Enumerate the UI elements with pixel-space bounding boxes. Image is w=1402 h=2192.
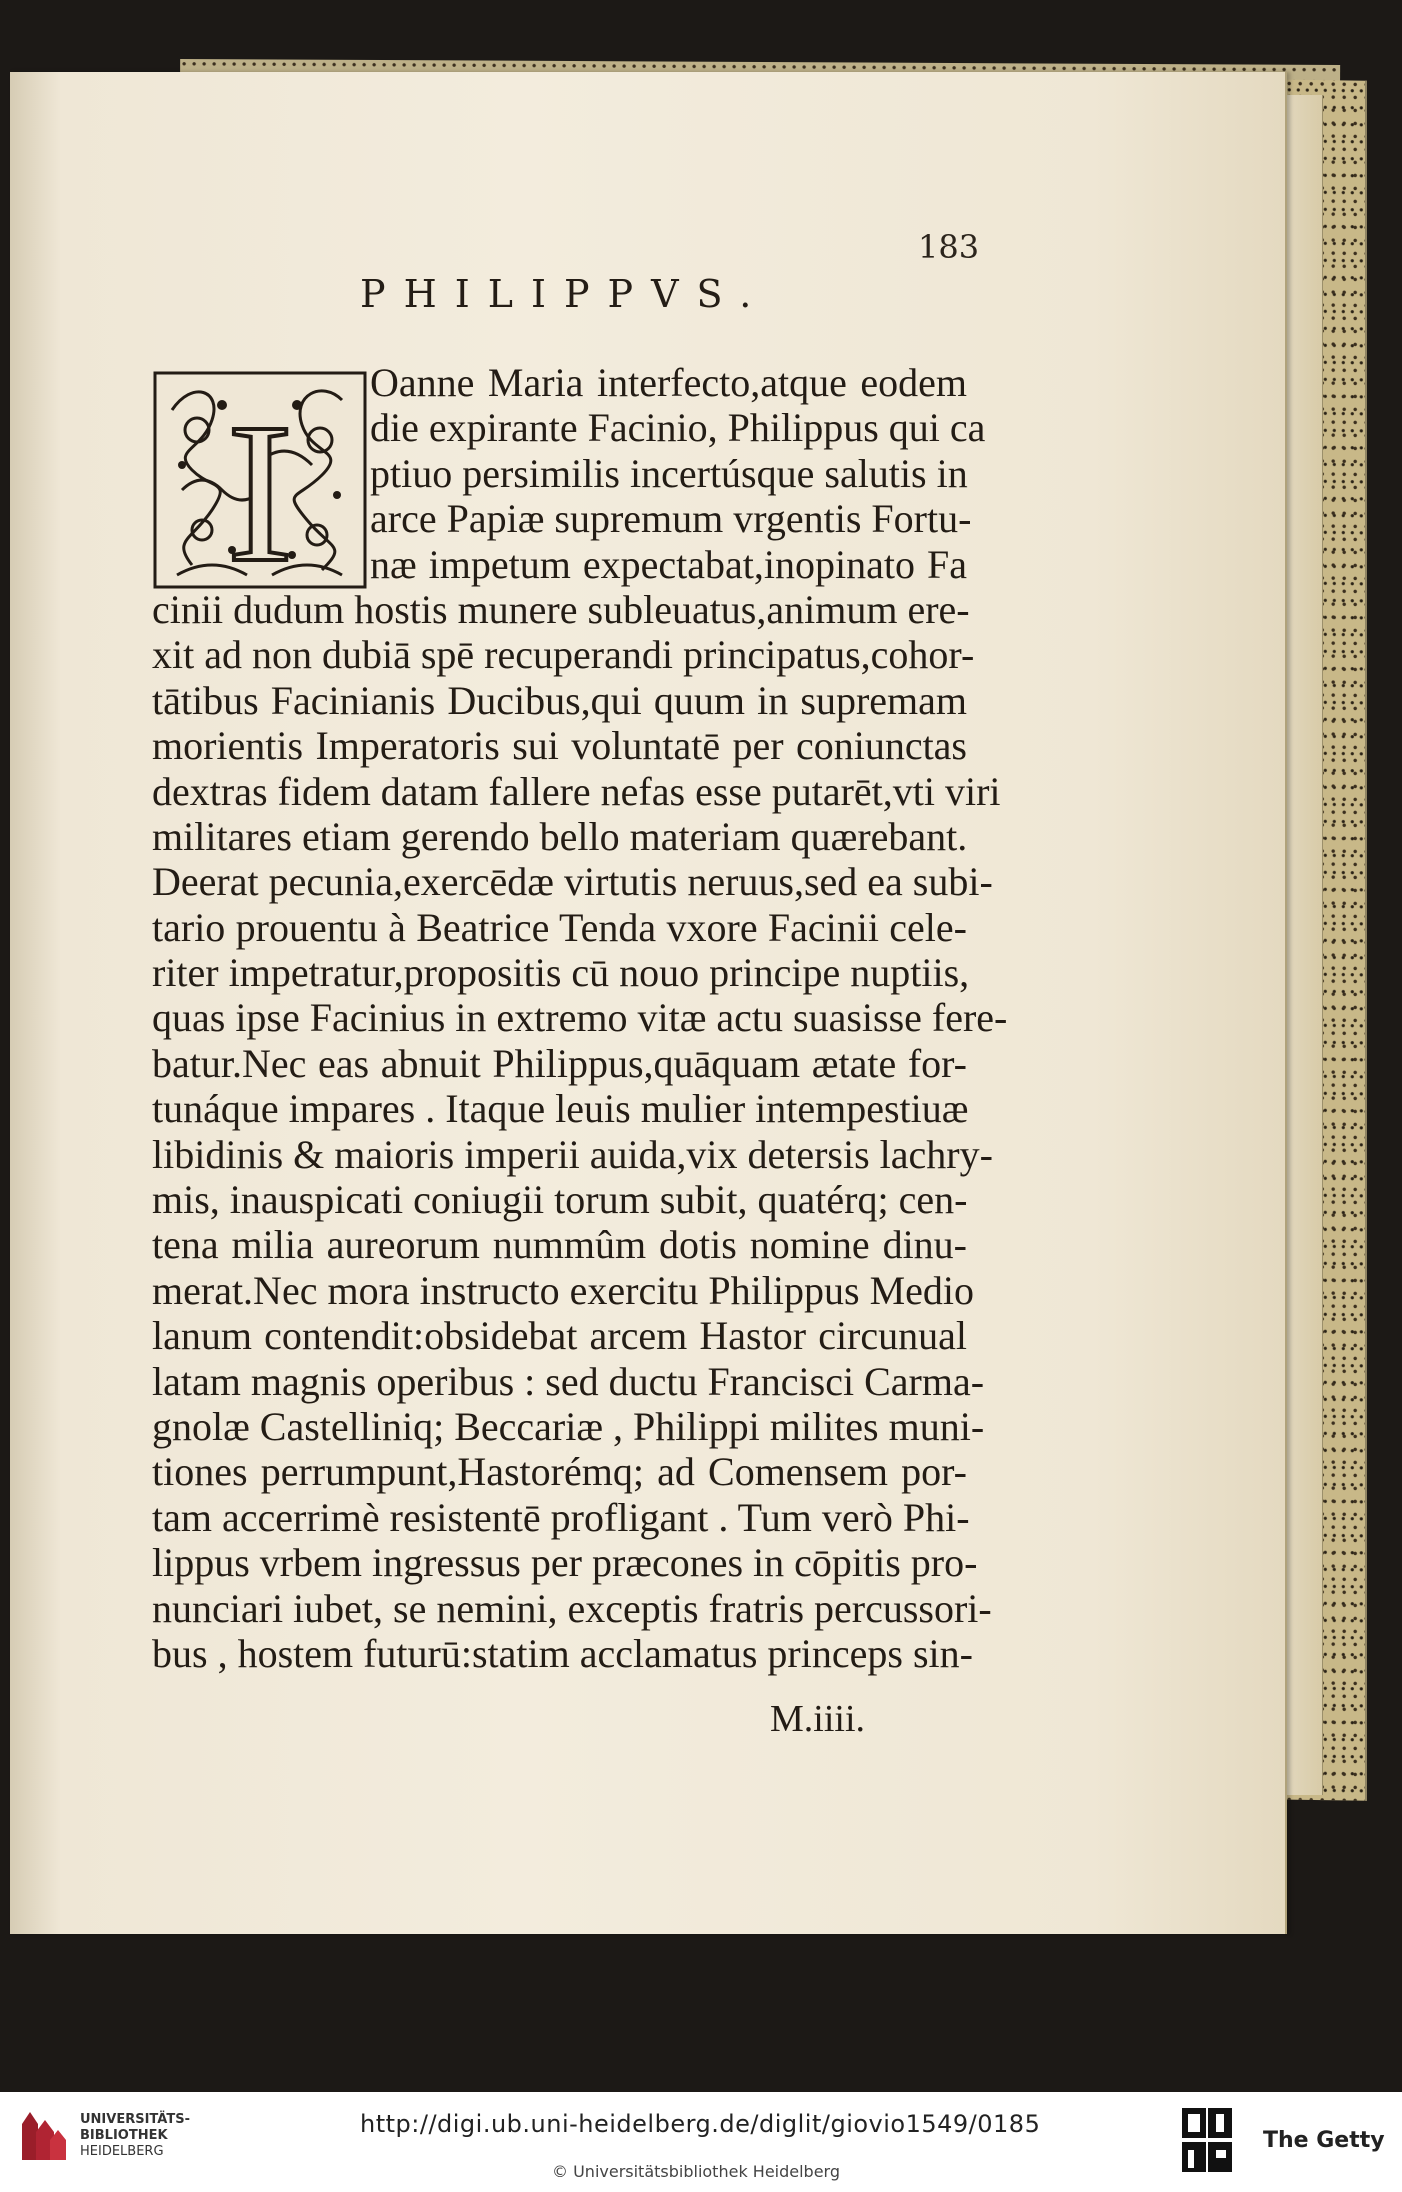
text-line: nunciari iubet, se nemini, exceptis fratris percussori-: [152, 1585, 992, 1631]
heidelberg-logo-icon: [18, 2106, 68, 2164]
text-line: lippus vrbem ingressus per præcones in cōpitis pro-: [152, 1540, 978, 1586]
text-line: tam accerrimè resistentē profligant . Tum verò Phi-: [152, 1494, 970, 1540]
text-line: arce Papiæ supremum vrgentis Fortu-: [370, 496, 972, 542]
viewer-footer: [0, 2092, 1402, 2192]
page-number: 183: [918, 228, 980, 266]
text-line: tiones perrumpunt,Hastorémq; ad Comensem por-: [152, 1449, 967, 1495]
underlying-pages: [1282, 95, 1323, 1795]
text-line: mis, inauspicati coniugii torum subit, quatérq; cen-: [152, 1177, 968, 1223]
text-line: ptiuo persimilis incertúsque salutis in: [370, 450, 968, 496]
text-line: Deerat pecunia,exercēdæ virtutis neruus,sed ea subi-: [152, 859, 993, 905]
body-text: [152, 360, 1008, 1676]
text-line: tātibus Facinianis Ducibus,qui quum in supremam: [152, 677, 967, 723]
text-line: morientis Imperatoris sui voluntatē per coniunctas: [152, 723, 967, 769]
text-line: batur.Nec eas abnuit Philippus,quāquam ætate for-: [152, 1040, 967, 1086]
text-line: tario prouentu à Beatrice Tenda vxore Facinii cele-: [152, 904, 967, 950]
text-line: merat.Nec mora instructo exercitu Philippus Medio: [152, 1267, 975, 1313]
text-line: dextras fidem datam fallere nefas esse putarēt,vti viri: [152, 768, 1001, 814]
text-line: bus , hostem futurū:statim acclamatus princeps sin-: [152, 1630, 973, 1676]
copyright-notice: © Universitätsbibliothek Heidelberg: [552, 2162, 841, 2181]
text-line: libidinis & maioris imperii auida,vix detersis lachry-: [152, 1131, 993, 1177]
text-line: tena milia aureorum nummûm dotis nomine dinu-: [152, 1222, 967, 1268]
initial-letter: I: [226, 383, 294, 590]
getty-logo-icon: [1180, 2106, 1234, 2176]
permalink[interactable]: http://digi.ub.uni-heidelberg.de/diglit/giovio1549/0185: [360, 2110, 1041, 2138]
running-title: PHILIPPVS.: [360, 272, 770, 316]
text-line: xit ad non dubiā spē recuperandi principatus,cohor-: [152, 632, 975, 678]
text-line: lanum contendit:obsidebat arcem Hastor circunual: [152, 1313, 967, 1359]
institution-name: UNIVERSITÄTS- BIBLIOTHEK HEIDELBERG: [80, 2112, 190, 2159]
text-line: riter impetratur,propositis cū nouo principe nuptiis,: [152, 950, 970, 996]
text-line: næ impetum expectabat,inopinato Fa: [370, 541, 967, 587]
text-line: Oanne Maria interfecto,atque eodem: [370, 360, 967, 405]
text-line: militares etiam gerendo bello materiam quærebant.: [152, 813, 968, 859]
text-line: quas ipse Facinius in extremo vitæ actu suasisse fere-: [152, 995, 1008, 1041]
text-line: tunáque impares . Itaque leuis mulier intempestiuæ: [152, 1086, 969, 1132]
partner-name: The Getty: [1263, 2128, 1385, 2153]
text-line: die expirante Facinio, Philippus qui ca: [370, 405, 986, 451]
signature-mark: M.iiii.: [770, 1698, 866, 1740]
text-line: gnolæ Castelliniq; Beccariæ , Philippi milites muni-: [152, 1403, 985, 1449]
text-line: latam magnis operibus : sed ductu Francisci Carma-: [152, 1358, 985, 1404]
text-line: cinii dudum hostis munere subleuatus,animum ere-: [152, 586, 970, 632]
